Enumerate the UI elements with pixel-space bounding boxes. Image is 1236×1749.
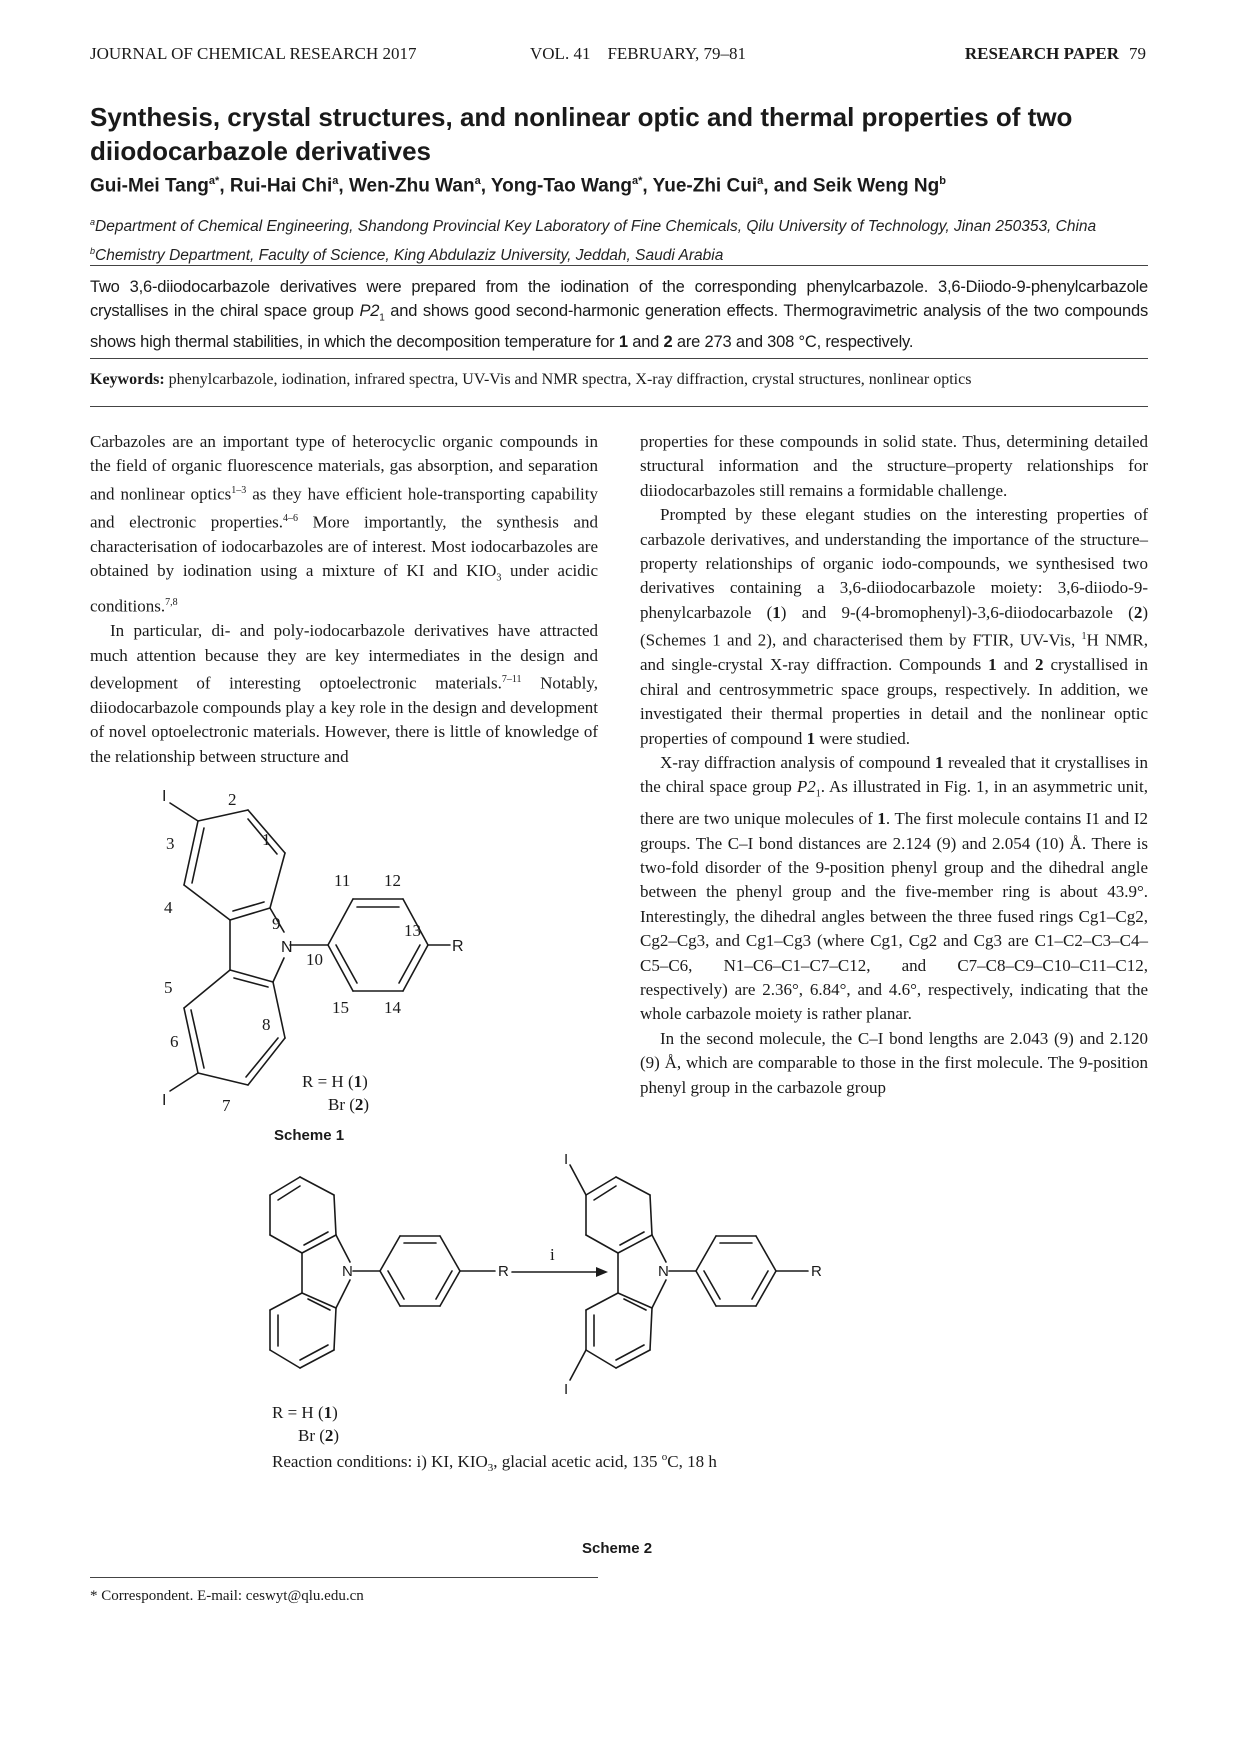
- atom-number: 13: [404, 921, 421, 940]
- scheme-1-structure: [150, 785, 600, 1145]
- affiliation-a: $^a$Department of Chemical Engineering, Shandong Provincial Key Laboratory of Fine Chemicals, Qilu University of Technology, Jinan 250353, China: [90, 217, 1097, 236]
- atom-number: 7: [222, 1096, 231, 1115]
- atom-label-r: R: [452, 938, 464, 955]
- atom-number: 9: [272, 914, 281, 933]
- atom-label-iodine: I: [564, 1381, 569, 1398]
- atom-label-r: R: [498, 1263, 509, 1280]
- atom-label-nitrogen: N: [281, 939, 293, 956]
- abstract: Two 3,6-diiodocarbazole derivatives were prepared from the iodination of the corresponding phenylcarbazole. 3,6-Diiodo-9-phenylcarbazole crystallises in the chiral space group $P2_1$ and shows good second-harmonic generation effects. Thermogravimetric analysis of the two compounds shows high thermal stabilities, in which the decomposition temperature for 1 and 2 are 273 and 308 °C, respectively.: [90, 278, 1148, 352]
- paragraph: In particular, di- and poly-iodocarbazole derivatives have attracted much attention because they are key intermediates in the design and development of interesting optoelectronic materials.$^{7-11}$ Notably, diiodocarbazole compounds play a key role in the design and development of novel optoelectronic materials. However, there is little of knowledge of the relationship between structure and: [90, 621, 598, 766]
- scheme-2-reaction: [240, 1151, 1020, 1560]
- atom-number: 14: [384, 998, 401, 1017]
- keywords: Keywords: phenylcarbazole, iodination, infrared spectra, UV-Vis and NMR spectra, X-ray diffraction, crystal structures, nonlinear optics: [90, 371, 972, 388]
- r-group-line-2: Br (2): [298, 1426, 340, 1445]
- paragraph: properties for these compounds in solid state. Thus, determining detailed structural information and the structure–property relationships for diiodocarbazoles still remains a formidable challenge.: [640, 432, 1148, 500]
- section-label: RESEARCH PAPER 79: [964, 44, 1146, 63]
- running-header: [90, 44, 1146, 68]
- atom-label-nitrogen: N: [658, 1263, 669, 1280]
- paragraph: Carbazoles are an important type of heterocyclic organic compounds in the field of organic fluorescence materials, gas absorption, and separation and nonlinear optics$^{1-3}$ as they have efficient hole-transporting capability and electronic properties.$^{4-6}$ More importantly, the synthesis and characterisation of iodocarbazoles are of interest. Most iodocarbazoles are obtained by iodination using a mixture of KI and $KIO_3$ under acidic conditions.$^{7,8}$: [90, 432, 598, 616]
- footnote-divider: [90, 1577, 598, 1578]
- journal-name: JOURNAL OF CHEMICAL RESEARCH 2017: [90, 44, 417, 63]
- atom-label-iodine: I: [162, 788, 167, 805]
- atom-number: 1: [262, 830, 271, 849]
- atom-number: 2: [228, 790, 237, 809]
- article-title: Synthesis, crystal structures, and nonlinear optic and thermal properties of two diiodocarbazole derivatives: [90, 102, 1073, 166]
- divider-abstract: [90, 358, 1148, 359]
- atom-number: 15: [332, 998, 349, 1017]
- atom-label-iodine: I: [162, 1092, 167, 1109]
- r-group-line-1: R = H (1): [272, 1403, 338, 1422]
- atom-number: 11: [334, 871, 351, 890]
- paragraph: In the second molecule, the C–I bond lengths are 2.043 (9) and 2.120 (9) Å, which are comparable to those in the first molecule. The 9-position phenyl group in the carbazole group: [640, 1028, 1148, 1097]
- paragraph: X-ray diffraction analysis of compound 1 revealed that it crystallises in the chiral space group $P2_1$. As illustrated in Fig. 1, in an asymmetric unit, there are two unique molecules of 1. The first molecule contains I1 and I2 groups. The C–I bond distances are 2.124 (9) and 2.054 (10) Å. There is two-fold disorder of the 9-position phenyl group and the dihedral angle between the phenyl group and the five-member ring is about 43.9°. Interestingly, the dihedral angles between the three fused rings Cg1–Cg2, Cg2–Cg3, and Cg1–Cg3 (where Cg1, Cg2 and Cg3 are C1–C2–C3–C4–C5–C6, N1–C6–C1–C7–C12, and C7–C8–C9–C10–C11–C12, respectively) are 2.36°, 6.84°, and 4.6°, respectively, indicating that the whole carbazole moiety is rather planar.: [640, 752, 1149, 1024]
- body-right-column: [640, 430, 1148, 1100]
- affiliation-b: $^b$Chemistry Department, Faculty of Science, King Abdulaziz University, Jeddah, Saudi Arabia: [90, 246, 724, 265]
- atom-number: 6: [170, 1032, 179, 1051]
- reaction-conditions: Reaction conditions: i) KI, $KIO_3$, glacial acetic acid, 135 $^o$C, 18 h: [272, 1451, 717, 1474]
- affiliations: [90, 210, 1150, 268]
- atom-number: 5: [164, 978, 173, 997]
- r-group-line-2: Br (2): [328, 1095, 370, 1114]
- atom-label-r: R: [811, 1263, 822, 1280]
- atom-number: 8: [262, 1015, 271, 1034]
- page-number: 79: [1129, 44, 1146, 63]
- atom-number: 10: [306, 950, 323, 969]
- body-left-column: [90, 430, 598, 769]
- reaction-step-label: i: [550, 1245, 555, 1264]
- atom-number: 3: [166, 834, 175, 853]
- atom-number: 12: [384, 871, 401, 890]
- divider-top: [90, 265, 1148, 266]
- scheme-2-caption: Scheme 2: [582, 1540, 653, 1557]
- atom-number: 4: [164, 898, 173, 917]
- atom-label-iodine: I: [564, 1151, 569, 1168]
- r-group-line-1: R = H (1): [302, 1072, 368, 1091]
- author-list: Gui-Mei Tang$^{a*}$, Rui-Hai Chi$^a$, Wen-Zhu Wan$^a$, Yong-Tao Wang$^{a*}$, Yue-Zhi Cui$^a$, and Seik Weng Ng$^b$: [90, 175, 946, 197]
- volume-date: VOL. 41 FEBRUARY, 79–81: [530, 44, 747, 63]
- atom-label-nitrogen: N: [342, 1263, 353, 1280]
- scheme-1-caption: Scheme 1: [274, 1127, 345, 1144]
- paragraph: Prompted by these elegant studies on the interesting properties of carbazole derivatives, and understanding the importance of the structure–property relationships of organic iodo-compounds, we synthesised two derivatives containing a 3,6-diiodocarbazole moiety: 3,6-diiodo-9-phenylcarbazole (1) and 9-(4-bromophenyl)-3,6-diiodocarbazole (2) (Schemes 1 and 2), and characterised them by FTIR, UV-Vis, $^1$H NMR, and single-crystal X-ray diffraction. Compounds 1 and 2 crystallised in chiral and centrosymmetric space groups, respectively. In addition, we investigated their thermal properties in detail and the nonlinear optic properties of compound 1 were studied.: [640, 505, 1149, 748]
- reaction-arrowhead: [596, 1267, 608, 1277]
- divider-keywords: [90, 406, 1148, 407]
- correspondent-footnote: * Correspondent. E-mail: ceswyt@qlu.edu.cn: [90, 1588, 364, 1604]
